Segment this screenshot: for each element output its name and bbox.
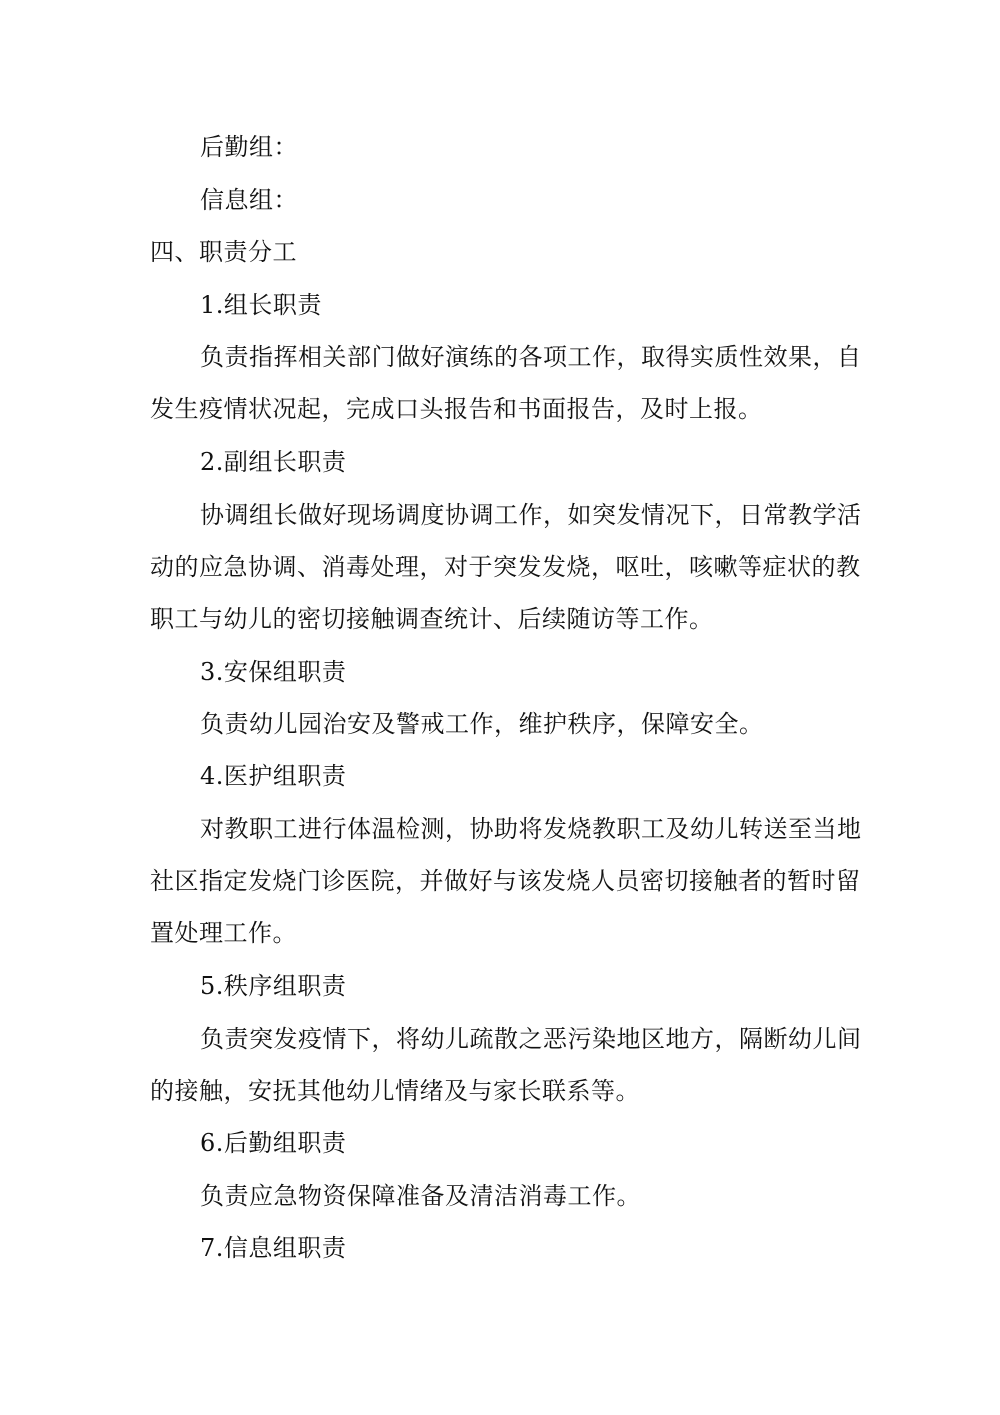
duty-paragraph-line: 负责幼儿园治安及警戒工作，维护秩序，保障安全。: [200, 710, 764, 738]
duty-heading: 1.组长职责: [200, 291, 322, 319]
duty-paragraph-line: 对教职工进行体温检测，协助将发烧教职工及幼儿转送至当地: [200, 815, 862, 843]
duty-paragraph-line: 负责应急物资保障准备及清洁消毒工作。: [200, 1182, 641, 1210]
duty-paragraph-line: 发生疫情状况起，完成口头报告和书面报告，及时上报。: [150, 395, 763, 423]
duty-heading: 3.安保组职责: [200, 658, 347, 686]
duty-paragraph-line: 负责突发疫情下，将幼儿疏散之恶污染地区地方，隔断幼儿间: [200, 1025, 862, 1053]
duty-paragraph-line: 置处理工作。: [150, 919, 297, 947]
duty-heading: 7.信息组职责: [200, 1234, 347, 1262]
duty-heading: 4.医护组职责: [200, 762, 347, 790]
duty-heading: 5.秩序组职责: [200, 972, 347, 1000]
duty-paragraph-line: 动的应急协调、消毒处理，对于突发发烧，呕吐，咳嗽等症状的教: [150, 553, 861, 581]
logistics-group-label: 后勤组：: [200, 133, 298, 161]
duty-paragraph-line: 协调组长做好现场调度协调工作，如突发情况下，日常教学活: [200, 501, 862, 529]
duty-paragraph-line: 职工与幼儿的密切接触调查统计、后续随访等工作。: [150, 605, 714, 633]
section-heading: 四、职责分工: [150, 238, 297, 266]
duty-paragraph-line: 负责指挥相关部门做好演练的各项工作，取得实质性效果，自: [200, 343, 862, 371]
duty-heading: 6.后勤组职责: [200, 1129, 347, 1157]
information-group-label: 信息组：: [200, 186, 298, 214]
duty-paragraph-line: 的接触，安抚其他幼儿情绪及与家长联系等。: [150, 1077, 640, 1105]
duty-heading: 2.副组长职责: [200, 448, 347, 476]
duty-paragraph-line: 社区指定发烧门诊医院，并做好与该发烧人员密切接触者的暂时留: [150, 867, 861, 895]
